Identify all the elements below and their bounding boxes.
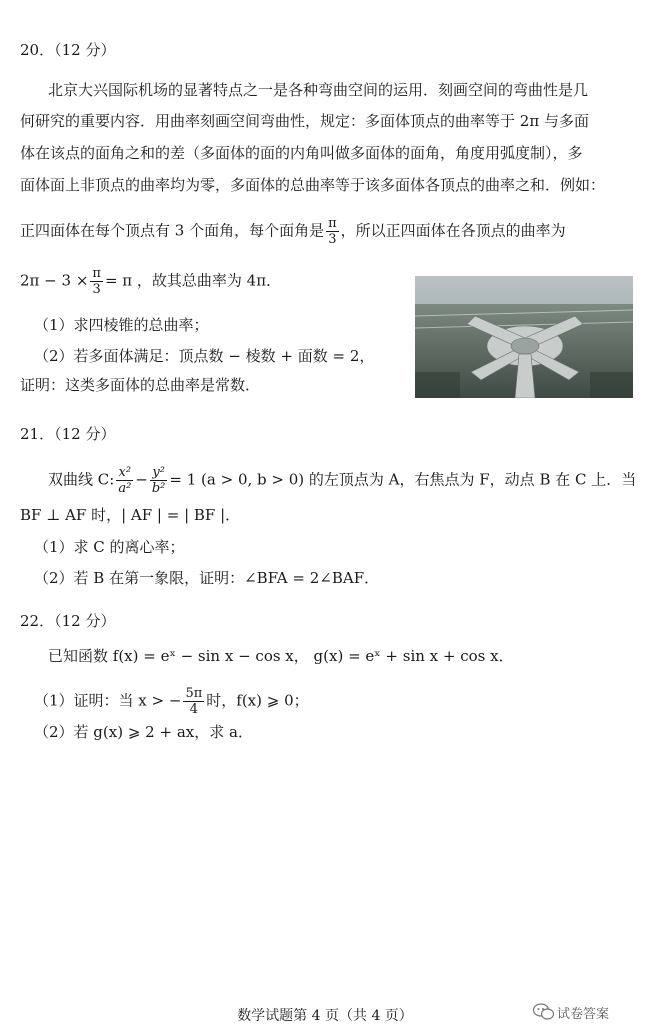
frac-num: π [328,216,337,231]
q20-sub-2: （2）若多面体满足：顶点数 − 棱数 + 面数 = 2， [34,347,375,365]
q22-sub1-text-a: （1）证明：当 x > − [34,691,182,710]
airport-aerial-photo [415,276,633,398]
wechat-icon [533,1002,555,1022]
q20-para-line-2: 何研究的重要内容．用曲率刻画空间弯曲性，规定：多面体顶点的曲率等于 2π 与多面 [20,112,589,130]
q21-minus: − [135,470,148,489]
q22-sub-1 [34,686,309,717]
frac-num: x² [116,465,133,481]
fraction-pi-over-3 [90,266,103,297]
q21-line1-text-a: 双曲线 C: [48,470,115,489]
frac-den: 3 [92,282,101,297]
q22-sub-2: （2）若 g(x) ⩾ 2 + ax，求 a． [34,723,253,741]
frac-num: y² [150,465,168,481]
fraction-x2-over-a2 [116,465,133,496]
q21-header: 21．（12 分） [20,425,116,443]
q20-para-line-4: 面体面上非顶点的曲率均为零，多面体的总曲率等于该多面体各顶点的曲率之和．例如： [20,176,606,194]
q21-line-2: BF ⊥ AF 时，| AF | = | BF |． [20,506,241,524]
q22-line-1: 已知函数 f(x) = eˣ − sin x − cos x， g(x) = eˣ + sin x + cos x． [48,647,514,665]
frac-den: b² [151,481,166,496]
q21-sub-2: （2）若 B 在第一象限，证明：∠BFA = 2∠BAF． [34,569,380,587]
frac-num: π [92,266,101,281]
q20-sub-1: （1）求四棱锥的总曲率； [34,316,209,334]
q20-line6-text-a: 2π − 3 × [20,271,89,290]
q20-para-line-5 [20,216,566,247]
q20-line5-text-a: 正四面体在每个顶点有 3 个面角，每个面角是 [20,221,325,240]
watermark-text: 试卷答案 [557,1007,610,1022]
q20-header: 20．（12 分） [20,41,116,59]
q20-line6-text-b: = π ，故其总曲率为 4π． [104,271,282,290]
q22-sub1-text-b: 时，f(x) ⩾ 0； [206,691,309,710]
q20-para-line-3: 体在该点的面角之和的差（多面体的面的内角叫做多面体的面角，角度用弧度制），多 [20,144,583,162]
q22-header: 22．（12 分） [20,612,116,630]
q21-sub-1: （1）求 C 的离心率； [34,538,185,556]
frac-den: 3 [328,232,337,247]
fraction-y2-over-b2 [150,465,168,496]
watermark [531,998,649,1026]
frac-den: 4 [189,702,198,717]
page-footer: 数学试题第 4 页（共 4 页） [237,1008,413,1024]
q20-line5-text-b: ，所以正四面体在各顶点的曲率为 [340,221,566,240]
frac-den: a² [118,481,132,496]
q21-line-1 [48,465,636,496]
q20-sub-2-cont: 证明：这类多面体的总曲率是常数． [20,376,261,394]
frac-num: 5π [185,686,203,701]
fraction-pi-over-3 [326,216,339,247]
q20-para-line-6 [20,266,281,297]
q21-line1-text-b: = 1 (a > 0, b > 0) 的左顶点为 A，右焦点为 F，动点 B 在 C 上．当 [169,470,637,489]
q20-para-line-1: 北京大兴国际机场的显著特点之一是各种弯曲空间的运用．刻画空间的弯曲性是几 [48,81,589,99]
fraction-5pi-over-4 [183,686,204,717]
